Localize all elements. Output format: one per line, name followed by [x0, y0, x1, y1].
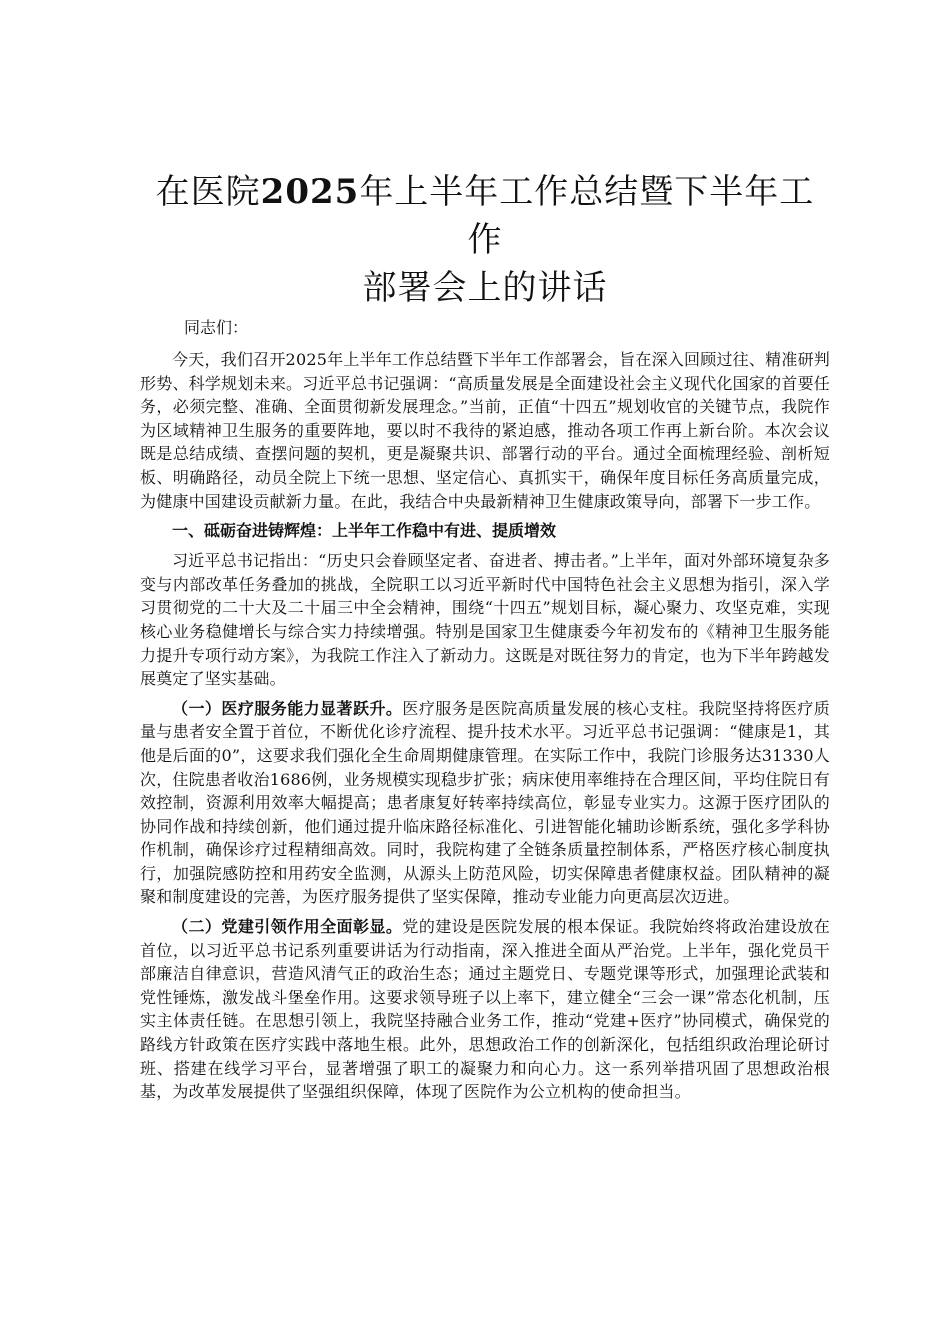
subsection-1-paragraph: [140, 697, 830, 909]
section-1-intro-paragraph: 习近平总书记指出：“历史只会眷顾坚定者、奋进者、搏击者。”上半年，面对外部环境复杂多变与内部改革任务叠加的挑战，全院职工以习近平新时代中国特色社会主义思想为指引，深入学习贯彻党的二十大及二十届三中全会精神，围绕“十四五”规划目标，凝心聚力、攻坚克难，实现核心业务稳健增长与综合实力持续增强。特别是国家卫生健康委今年初发布的《精神卫生服务能力提升专项行动方案》，为我院工作注入了新动力。这既是对既往努力的肯定，也为下半年跨越发展奠定了坚实基础。: [140, 551, 830, 689]
subsection-1-body: 医疗服务是医院高质量发展的核心支柱。我院坚持将医疗质量与患者安全置于首位，不断优化诊疗流程、提升技术水平。习近平总书记强调：“健康是1，其他是后面的0”，这要求我们强化全生命周期健康管理。在实际工作中，我院门诊服务达31330人次，住院患者收治1686例，业务规模实现稳步扩张；病床使用率维持在合理区间，平均住院日有效控制，资源利用效率大幅提高；患者康复好转率持续高位，彰显专业实力。这源于医疗团队的协同作战和持续创新，他们通过提升临床路径标准化、引进智能化辅助诊断系统，强化多学科协作机制，确保诊疗过程精细高效。同时，我院构建了全链条质量控制体系，严格医疗核心制度执行，加强院感防控和用药安全监测，从源头上防范风险，切实保障患者健康权益。团队精神的凝聚和制度建设的完善，为医疗服务提供了坚实保障，推动专业能力向更高层次迈进。: [140, 698, 830, 907]
subsection-2-heading: （二）党建引领作用全面彰显。: [172, 917, 403, 937]
subsection-2-body: 党的建设是医院发展的根本保证。我院始终将政治建设放在首位，以习近平总书记系列重要讲话为行动指南，深入推进全面从严治党。上半年，强化党员干部廉洁自律意识，营造风清气正的政治生态；通过主题党日、专题党课等形式，加强理论武装和党性锤炼，激发战斗堡垒作用。这要求领导班子以上率下，建立健全“三会一课”常态化机制，压实主体责任链。在思想引领上，我院坚持融合业务工作，推动“党建+医疗”协同模式，确保党的路线方针政策在医疗实践中落地生根。此外，思想政治工作的创新深化，包括组织政治理论研讨班、搭建在线学习平台，显著增强了职工的凝聚力和向心力。这一系列举措巩固了思想政治根基，为改革发展提供了坚强组织保障，体现了医院作为公立机构的使命担当。: [140, 917, 830, 1102]
subsection-1-heading: （一）医疗服务能力显著跃升。: [172, 698, 403, 718]
title-suffix: 年上半年工作总结暨下半年工作: [359, 172, 815, 260]
subsection-2-paragraph: [140, 915, 830, 1104]
section-1-heading: 一、砥砺奋进铸辉煌：上半年工作稳中有进、提质增效: [172, 521, 557, 541]
salutation: 同志们：: [184, 318, 249, 337]
title-year: 2025: [260, 172, 360, 212]
document-page: [140, 168, 830, 1110]
title-prefix: 在医院: [155, 172, 261, 212]
title-line-2: 部署会上的讲话: [362, 268, 608, 308]
document-title: [140, 168, 830, 312]
intro-paragraph: 今天，我们召开2025年上半年工作总结暨下半年工作部署会，旨在深入回顾过往、精准研判形势、科学规划未来。习近平总书记强调：“高质量发展是全面建设社会主义现代化国家的首要任务，必须完整、准确、全面贯彻新发展理念。”当前，正值“十四五”规划收官的关键节点，我院作为区域精神卫生服务的重要阵地，要以时不我待的紧迫感，推动各项工作再上新台阶。本次会议既是总结成绩、查摆问题的契机，更是凝聚共识、部署行动的平台。通过全面梳理经验、剖析短板、明确路径，动员全院上下统一思想、坚定信心、真抓实干，确保年度目标任务高质量完成，为健康中国建设贡献新力量。在此，我结合中央最新精神卫生健康政策导向，部署下一步工作。: [140, 350, 830, 511]
